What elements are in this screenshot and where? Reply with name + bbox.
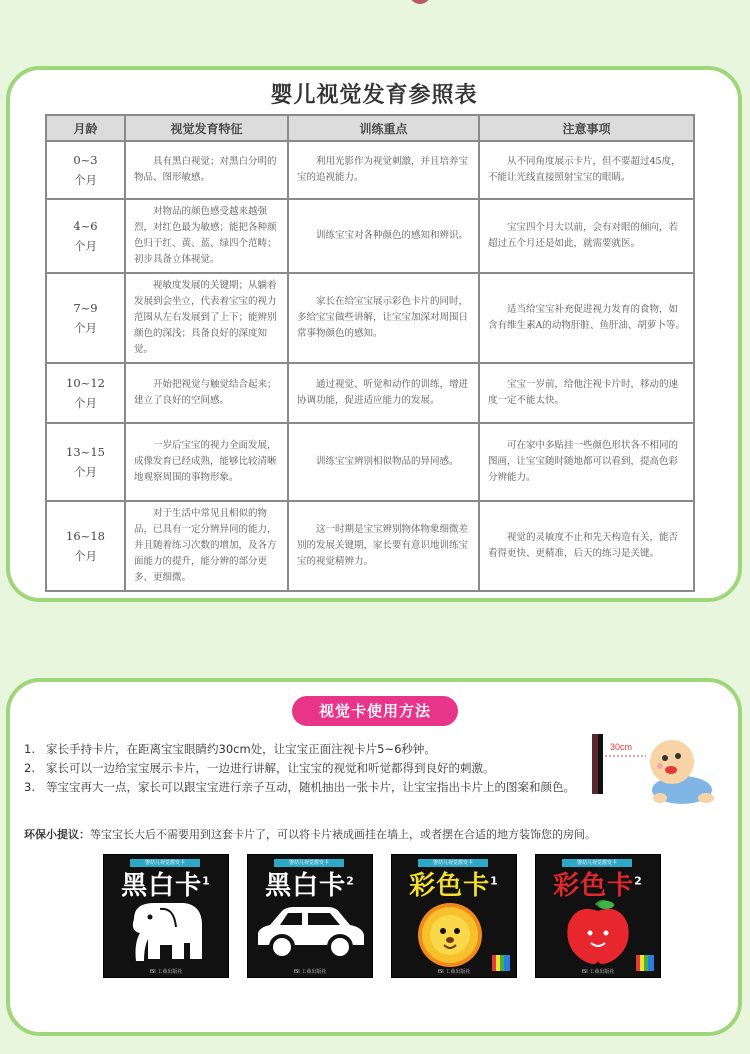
training-cell: 这一时期是宝宝辨别物体物象细微差别的发展关键期，家长要有意识地训练宝宝的视觉精辨力。	[288, 501, 479, 591]
age-cell: 0~3 个月	[46, 141, 125, 199]
feature-cell: 视敏度发展的关键期；从躺着发展到会坐立，代表着宝宝的视力范围从左右发展到了上下；能辨别颜色的深浅；具备良好的深度知觉。	[125, 273, 288, 363]
step-number: 2.	[24, 761, 35, 775]
feature-cell: 开始把视觉与触觉结合起来；建立了良好的空间感。	[125, 363, 288, 423]
baby-distance-illustration	[588, 728, 728, 818]
notes-cell: 从不同角度展示卡片，但不要超过45度，不能让光线直接照射宝宝的眼睛。	[479, 141, 694, 199]
usage-step	[24, 778, 584, 797]
table-row	[46, 141, 694, 199]
card-band: 婴幼儿视觉激发卡	[562, 859, 632, 867]
card-black-white-2	[247, 854, 373, 978]
usage-panel	[6, 678, 742, 1036]
eco-tip-text: 等宝宝长大后不需要用到这套卡片了，可以将卡片裱成画挂在墙上，或者摆在合适的地方装饰您的房间。	[90, 828, 596, 841]
step-text: 家长手持卡片，在距离宝宝眼睛约30cm处，让宝宝正面注视卡片5~6秒钟。	[46, 742, 436, 756]
age-cell: 7~9 个月	[46, 273, 125, 363]
header-age: 月龄	[46, 115, 125, 141]
table-row	[46, 501, 694, 591]
card-band: 婴幼儿视觉激发卡	[418, 859, 488, 867]
usage-title-badge: 视觉卡使用方法	[292, 696, 458, 726]
training-cell: 训练宝宝辨别相似物品的异同感。	[288, 423, 479, 501]
development-table-panel	[6, 66, 742, 602]
table-header-row	[46, 115, 694, 141]
table-row	[46, 363, 694, 423]
header-feature: 视觉发育特征	[125, 115, 288, 141]
distance-label: 30cm	[610, 742, 633, 752]
usage-steps	[24, 740, 584, 797]
training-cell: 通过视觉、听觉和动作的训练，增进协调功能，促进适应能力的发展。	[288, 363, 479, 423]
notes-cell: 宝宝四个月大以前，会有对眼的倾向，若超过五个月还是如此，就需要就医。	[479, 199, 694, 273]
header-notes: 注意事项	[479, 115, 694, 141]
baby-crawling-icon	[588, 728, 728, 818]
header-training: 训练重点	[288, 115, 479, 141]
table-row	[46, 199, 694, 273]
card-title: 彩色卡$^1$	[409, 871, 499, 901]
card-title: 黑白卡$^2$	[265, 871, 355, 901]
usage-step	[24, 759, 584, 778]
age-cell: 10~12 个月	[46, 363, 125, 423]
card-title: 彩色卡$^2$	[553, 871, 643, 901]
training-cell: 家长在给宝宝展示彩色卡片的同时，多给宝宝做些讲解，让宝宝加深对周围日常事物颜色的感知。	[288, 273, 479, 363]
table-row	[46, 423, 694, 501]
feature-cell: 对于生活中常见且相似的物品，已具有一定分辨异同的能力，并且随着练习次数的增加，及各方面能力的提升，能分辨的部分更多、更细微。	[125, 501, 288, 591]
usage-step	[24, 740, 584, 759]
step-number: 1.	[24, 742, 35, 756]
development-table	[45, 114, 695, 592]
feature-cell: 具有黑白视觉；对黑白分明的物品、图形敏感。	[125, 141, 288, 199]
table-row	[46, 273, 694, 363]
card-black-white-1	[103, 854, 229, 978]
card-color-1	[391, 854, 517, 978]
step-number: 3.	[24, 780, 35, 794]
step-text: 家长可以一边给宝宝展示卡片，一边进行讲解，让宝宝的视觉和听觉都得到良好的刺激。	[46, 761, 495, 775]
eco-tip-label: 环保小提议：	[24, 828, 90, 841]
age-cell: 16~18 个月	[46, 501, 125, 591]
card-color-2	[535, 854, 661, 978]
notes-cell: 可在家中多贴挂一些颜色形状各不相同的图画，让宝宝随时随地都可以看到，提高色彩分辨能力。	[479, 423, 694, 501]
card-band: 婴幼儿视觉激发卡	[130, 859, 200, 867]
card-band: 婴幼儿视觉激发卡	[274, 859, 344, 867]
age-cell: 13~15 个月	[46, 423, 125, 501]
feature-cell: 一岁后宝宝的视力全面发展，成像发育已经成熟，能够比较清晰地观察周围的事物形象。	[125, 423, 288, 501]
card-publisher: ISI 工商出版社	[149, 969, 183, 975]
card-publisher: ISI 工商出版社	[293, 969, 327, 975]
age-cell: 4~6 个月	[46, 199, 125, 273]
notes-cell: 适当给宝宝补充促进视力发育的食物，如含有维生素A的动物肝脏、鱼肝油、胡萝卜等。	[479, 273, 694, 363]
car-icon	[248, 899, 372, 967]
elephant-icon	[104, 899, 228, 967]
step-text: 等宝宝再大一点，家长可以跟宝宝进行亲子互动，随机抽出一张卡片，让宝宝指出卡片上的图案和颜色。	[46, 780, 575, 794]
card-publisher: ISI 工商出版社	[581, 969, 615, 975]
top-decoration	[409, 0, 431, 4]
feature-cell: 对物品的颜色感受越来越强烈，对红色最为敏感；能把各种颜色归于红、黄、蓝、绿四个范畴；初步具备立体视觉。	[125, 199, 288, 273]
notes-cell: 宝宝一岁前，给他注视卡片时，移动的速度一定不能太快。	[479, 363, 694, 423]
card-publisher: ISI 工商出版社	[437, 969, 471, 975]
eco-tip	[24, 826, 724, 842]
card-title: 黑白卡$^1$	[121, 871, 211, 901]
notes-cell: 视觉的灵敏度不止和先天构造有关，能否看得更快、更精准，后天的练习是关键。	[479, 501, 694, 591]
training-cell: 利用光影作为视觉刺激，并且培养宝宝的追视能力。	[288, 141, 479, 199]
table-title: 婴儿视觉发育参照表	[270, 82, 478, 108]
training-cell: 训练宝宝对各种颜色的感知和辨识。	[288, 199, 479, 273]
